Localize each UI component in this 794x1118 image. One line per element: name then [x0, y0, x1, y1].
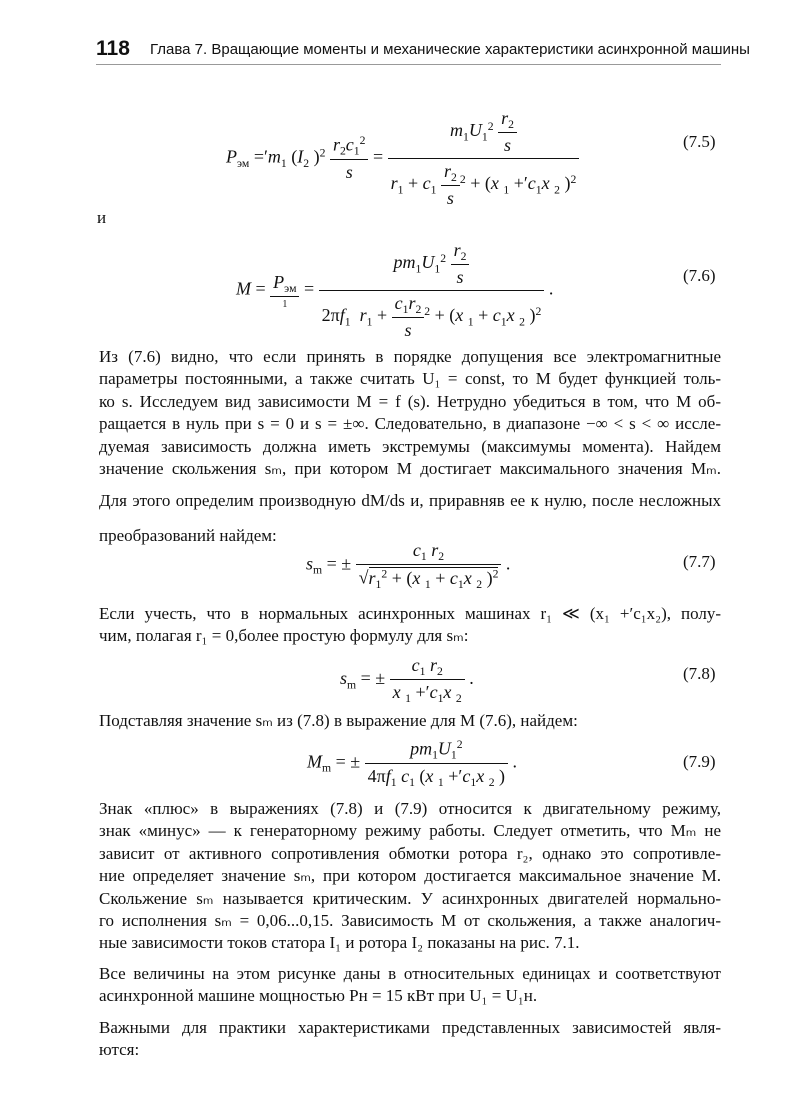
text-line: параметры постоянными, а также считать U₁ = const, то M будет функцией толь- — [99, 369, 721, 389]
text-line: Скольжение sₘ называется критическим. У асинхронных двигателей нормально- — [99, 888, 721, 908]
equation-number-7-6: (7.6) — [683, 266, 716, 285]
equation-7-8: $s_m$ = ± $\frac{c_1 r_2}{x _1 +'c_1x _2}$ . — [340, 655, 474, 706]
text-line: Важными для практики характеристиками представленных зависимостей явля- — [99, 1018, 721, 1037]
paragraph-sign-meaning — [99, 798, 721, 955]
text-line: значение скольжения sₘ, при котором M достигает максимального значения Mₘ. — [99, 459, 721, 479]
page-number: 118 — [96, 37, 130, 60]
paragraph-substitution — [99, 710, 721, 732]
paragraph-approximation — [99, 603, 721, 648]
equation-7-7: $s_m$ = ± $\frac{c_1 r_2}{√r_1^2 + (x _1 + c_1x _2 )^2}$ . — [306, 540, 511, 591]
paragraph-important-characteristics — [99, 1017, 721, 1062]
text-line: дуемая зависимость должна иметь экстремумы (максимумы момента). Найдем — [99, 436, 721, 456]
equation-7-9: $M_m$ = ± $\frac{pm_1U_1^2}{4\pi f_1 c_1 (x _1 +'c_1x _2 )}$ . — [307, 738, 518, 789]
text-line: го исполнения sₘ = 0,06...0,15. Зависимость M от скольжения, а также аналогич- — [99, 911, 721, 931]
text-line: чим, полагая r₁ = 0,более простую формулу для sₘ: — [99, 626, 469, 646]
equation-number-7-5: (7.5) — [683, 132, 716, 151]
paragraph-relative-units — [99, 963, 721, 1008]
equation-7-5: $P_{эм} ='m_1$ ($I_2$ )$^2$ $\frac{r_2c_1^2}{s}$ = $m_1U_1^2$ $\frac{r_2}{s}$ $r_1 + c_1$ $\frac{r_2}{s}$ $^2$ + (x $_1 +'c_1x$ $_2$ )$^2$ — [226, 108, 579, 209]
text-line: асинхронной машине мощностью Pн = 15 кВт при U₁ = U₁н. — [99, 986, 538, 1006]
text-line: знак «минус» — к генераторному режиму работы. Следует отметить, что Mₘ не — [99, 821, 721, 841]
text-line: преобразований найдем: — [99, 525, 277, 545]
text-line: ние определяет значение sₘ, при котором достигается максимальное значение M. — [99, 866, 721, 886]
equation-number-7-7: (7.7) — [683, 552, 716, 571]
text-line: ные зависимости токов статора I₁ и ротора I₂ показаны на рис. 7.1. — [99, 933, 580, 953]
text-line: Знак «плюс» в выражениях (7.8) и (7.9) относится к двигательному режиму, — [99, 799, 721, 818]
text-line: зависит от активного сопротивления обмотки ротора r₂, однако это сопротивле- — [99, 843, 721, 863]
text-line: ращается в нуль при s = 0 и s = ±∞. Следовательно, в диапазоне −∞ < s < ∞ иссле- — [99, 414, 721, 434]
text-line: ются: — [99, 1040, 140, 1060]
text-line: ко s. Исследуем вид зависимости M = f (s). Нетрудно убедиться в том, что M об- — [99, 391, 721, 411]
text-line: Подставляя значение sₘ из (7.8) в выражение для M (7.6), найдем: — [99, 711, 578, 730]
chapter-title: Глава 7. Вращающие моменты и механические характеристики асинхронной машины — [150, 41, 750, 58]
connector-word: и — [97, 208, 107, 227]
equation-7-6: M = $\frac{P_{эм}}{1}$ = $pm_1U_1^2$ $\frac{r_2}{s}$ $2\pi f_1$ $r_1$ + $\frac{c_1r_2}{s}$ $^2$ + (x $_1 + c_1x$ $_2$ )$^2$ . — [236, 240, 554, 341]
equation-number-7-9: (7.9) — [683, 752, 716, 771]
paragraph-analysis — [99, 346, 721, 547]
equation-number-7-8: (7.8) — [683, 664, 716, 683]
text-line: Если учесть, что в нормальных асинхронных машинах r₁ ≪ (x₁ +′c₁x₂), полу- — [99, 604, 721, 623]
running-header — [96, 37, 750, 65]
text-line: Для этого определим производную dM/ds и, приравняв ее к нулю, после несложных — [99, 491, 721, 511]
text-line: Все величины на этом рисунке даны в относительных единицах и соответствуют — [99, 964, 721, 983]
text-line: Из (7.6) видно, что если принять в порядке допущения все электромагнитные — [99, 347, 721, 366]
